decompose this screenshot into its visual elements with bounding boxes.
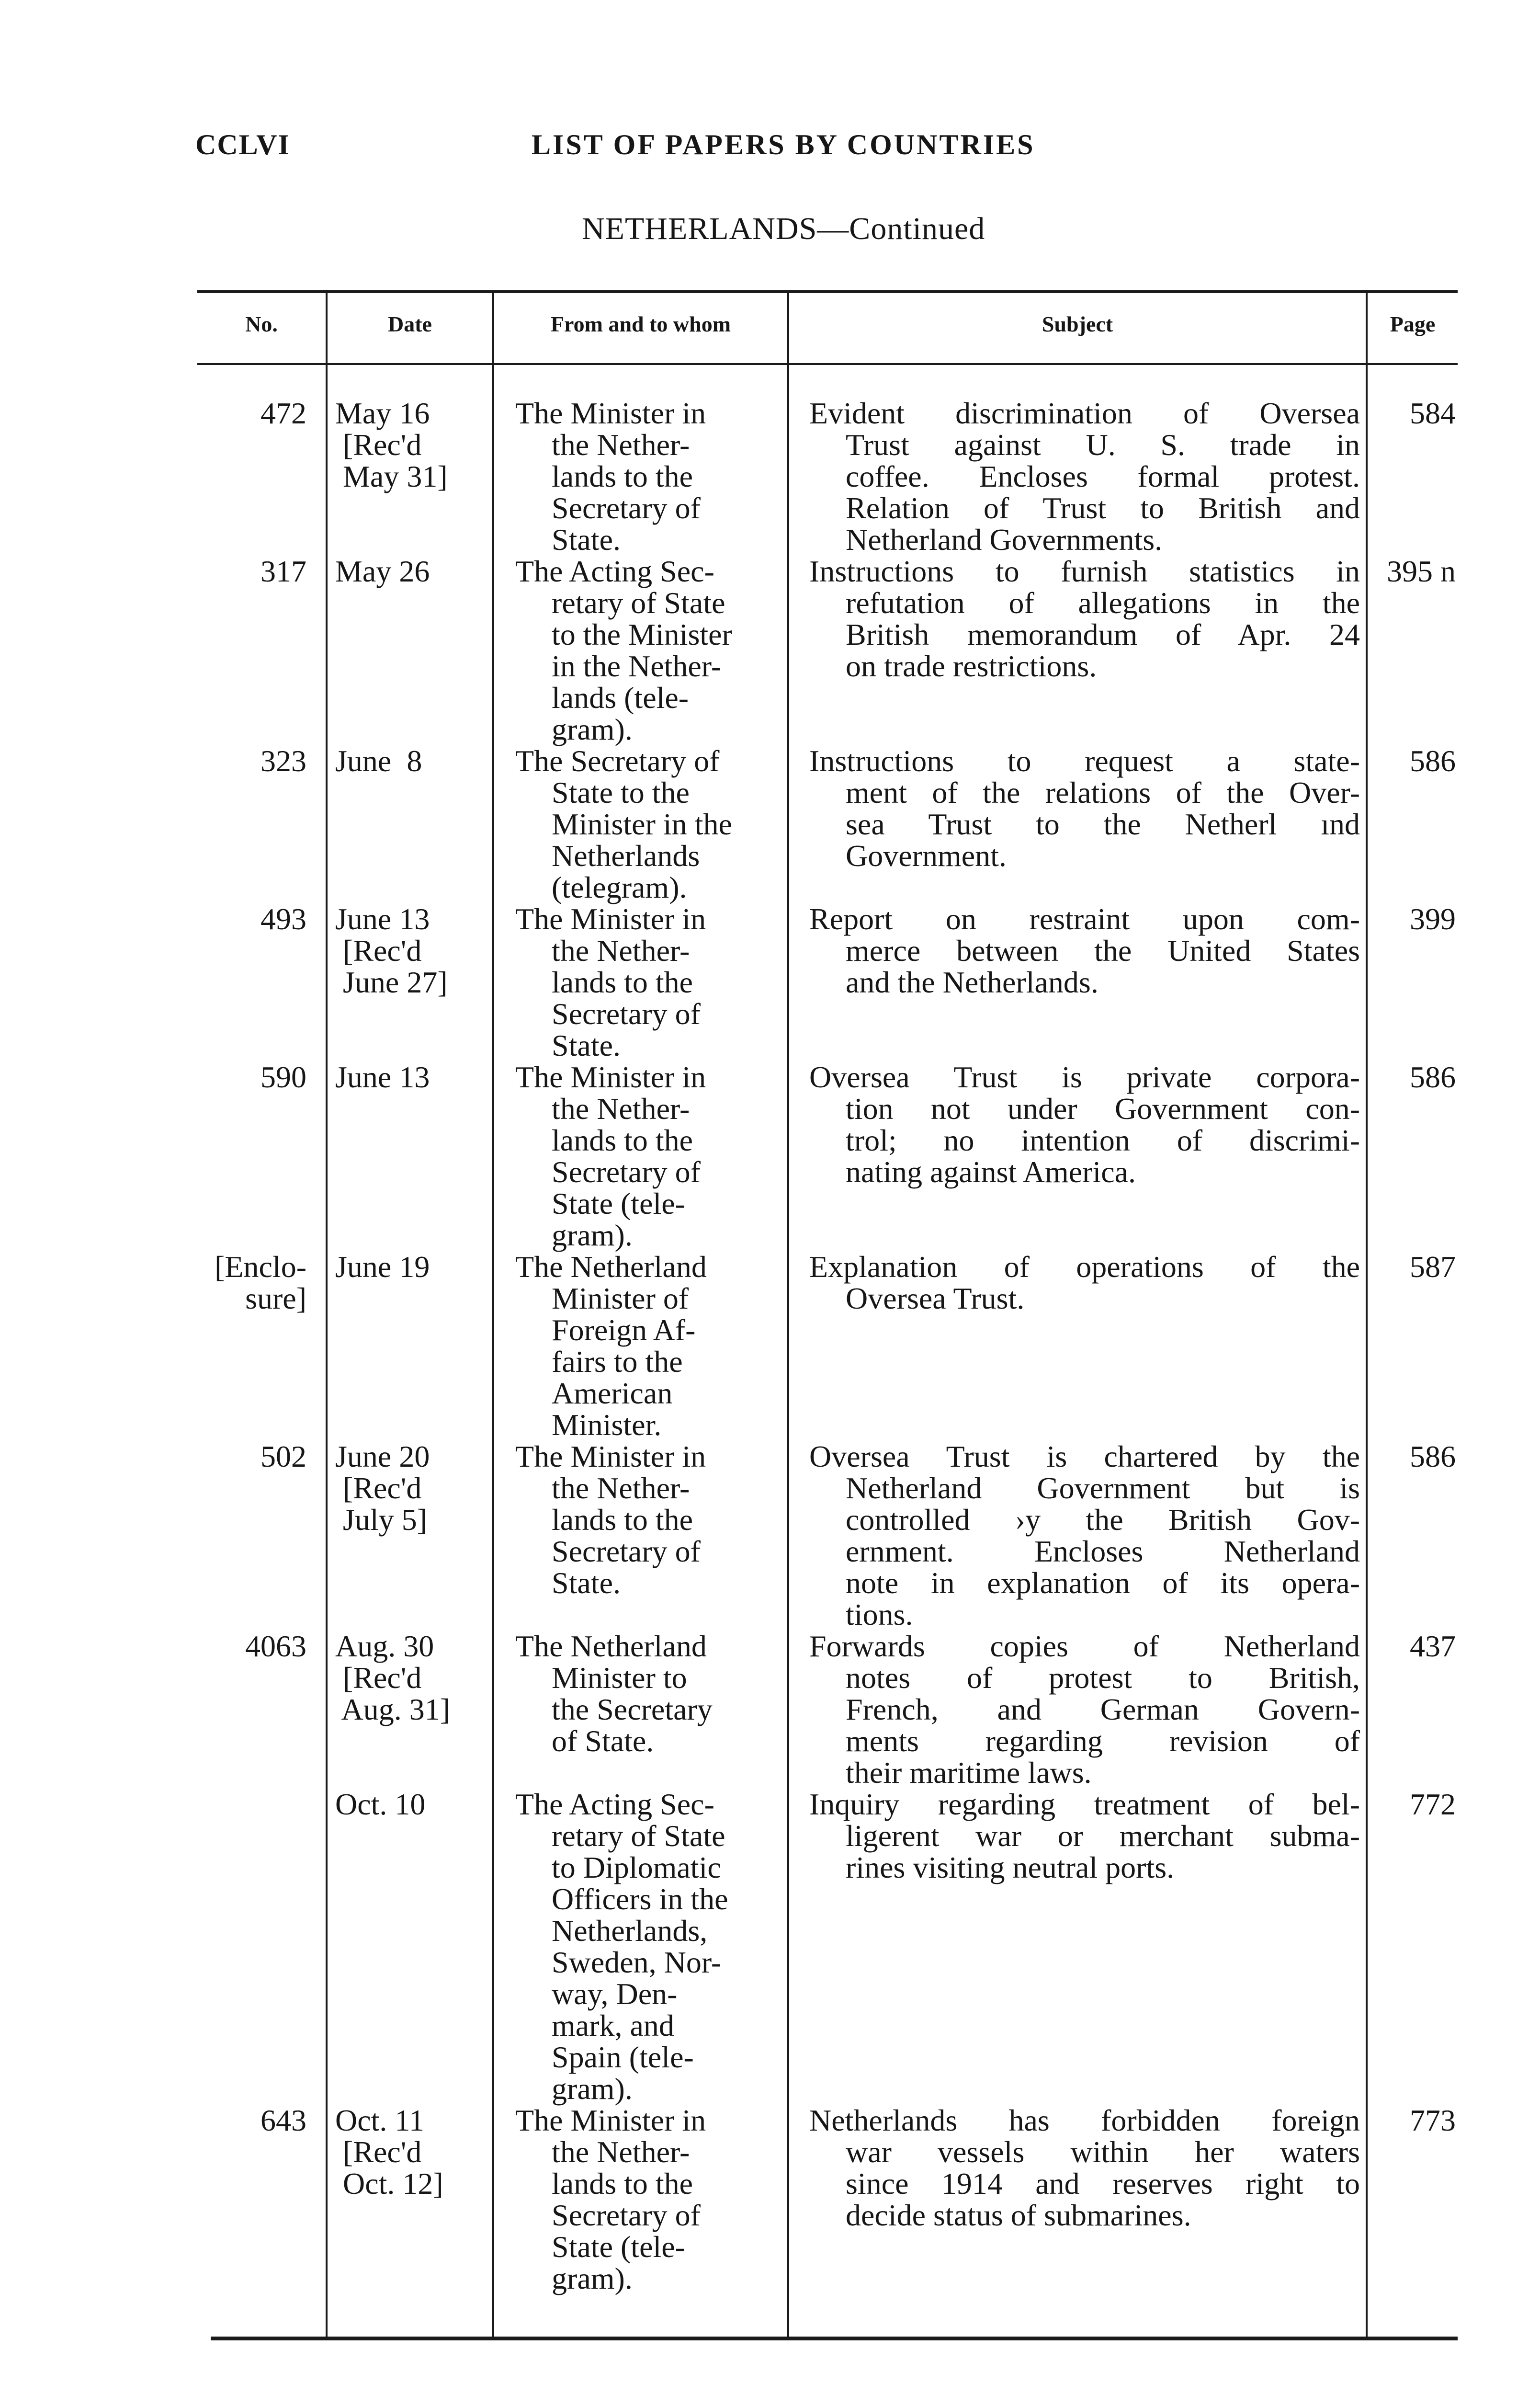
entry-from-to-line: the Nether-: [552, 1471, 690, 1505]
entry-subject-line: Report on restraint upon com-: [809, 902, 1360, 936]
entry-date-line: Oct. 12]: [335, 2167, 443, 2201]
entry-from-to-line: Netherlands: [552, 839, 700, 873]
entry-from-to-line: The Netherland: [515, 1629, 707, 1663]
folio: CCLVI: [195, 129, 290, 160]
entry-from-to-line: State (tele-: [552, 2230, 685, 2264]
entry-subject-line: ligerent war or merchant subma-: [846, 1819, 1360, 1853]
entry-from-to-line: State.: [552, 1028, 621, 1062]
entry-subject-line: Explanation of operations of the: [809, 1250, 1360, 1284]
entry-from-to-line: Sweden, Nor-: [552, 1945, 722, 1979]
entry-from-to-line: State (tele-: [552, 1186, 685, 1220]
entry-from-to-line: gram).: [552, 712, 633, 746]
entry-subject-line: their maritime laws.: [846, 1756, 1092, 1790]
table-header-rule: [197, 363, 1458, 365]
entry-date-line: [Rec'd: [335, 1661, 422, 1695]
entry-from-to-line: The Secretary of: [515, 744, 720, 778]
entry-from-to-line: gram).: [552, 1218, 633, 1252]
entry-from-to-line: Minister in the: [552, 807, 732, 841]
entry-from-to-line: Spain (tele-: [552, 2040, 694, 2074]
entry-subject-line: tions.: [846, 1597, 913, 1631]
entry-number: [197, 1251, 306, 1314]
entry-subject: [809, 745, 1360, 872]
entry-number: [197, 1631, 306, 1662]
entry-subject-line: ernment. Encloses Netherland: [846, 1534, 1360, 1568]
entry-date-line: [Rec'd: [335, 934, 422, 968]
entry-subject-line: nating against America.: [846, 1155, 1136, 1189]
entry-subject-line: since 1914 and reserves right to: [846, 2167, 1360, 2201]
entry-page: 586: [1410, 1439, 1456, 1473]
column-header-subject: Subject: [1042, 312, 1113, 336]
entry-from-to-line: The Acting Sec-: [515, 1787, 714, 1821]
entry-date: [335, 1441, 488, 1536]
entry-from-to: [515, 2105, 783, 2294]
entry-date-line: Aug. 30: [335, 1629, 434, 1663]
entry-from-to-line: lands to the: [552, 965, 693, 999]
running-title: LIST OF PAPERS BY COUNTRIES: [532, 129, 1035, 160]
entry-date: [335, 1061, 488, 1093]
column-header-page: Page: [1390, 312, 1436, 336]
entry-from-to-line: in the Nether-: [552, 649, 722, 683]
entry-from-to-line: Officers in the: [552, 1882, 728, 1916]
entry-date-line: June 13: [335, 1060, 430, 1094]
column-header-from: From and to whom: [550, 312, 731, 336]
entry-subject-line: on trade restrictions.: [846, 649, 1097, 683]
entry-number-line: 317: [260, 554, 306, 588]
entry-date-line: [Rec'd: [335, 2135, 422, 2169]
entry-from-to-line: to the Minister: [552, 617, 732, 651]
entry-from-to: [515, 398, 783, 556]
table-bottom-rule: [211, 2337, 1458, 2340]
entry-from-to-line: lands to the: [552, 2167, 693, 2201]
entry-subject-line: Forwards copies of Netherland: [809, 1629, 1360, 1663]
entry-from-to-line: The Minister in: [515, 1060, 706, 1094]
entry-date: [335, 556, 488, 587]
entry-from-to-line: State.: [552, 1566, 621, 1600]
entry-subject: [809, 1789, 1360, 1883]
entry-subject-line: Government.: [846, 839, 1007, 873]
entry-subject-line: trol; no intention of discrimi-: [846, 1123, 1360, 1157]
entry-date-line: June 19: [335, 1250, 430, 1284]
entry-number-line: [Enclo-: [215, 1250, 306, 1284]
entry-number: [197, 745, 306, 777]
entry-from-to: [515, 1061, 783, 1251]
entry-page: 772: [1410, 1787, 1456, 1821]
entry-number: [197, 1061, 306, 1093]
entry-number-line: sure]: [245, 1281, 306, 1315]
entry-date: [335, 1789, 488, 1820]
entry-number: [197, 1441, 306, 1472]
entry-number: [197, 903, 306, 935]
entry-from-to-line: Secretary of: [552, 997, 701, 1031]
entry-from-to: [515, 903, 783, 1061]
entry-subject: [809, 903, 1360, 998]
entry-from-to: [515, 1251, 783, 1441]
entry-from-to: [515, 745, 783, 903]
entry-subject: [809, 1061, 1360, 1188]
entry-subject-line: and the Netherlands.: [846, 965, 1098, 999]
entry-subject-line: controlled ›y the British Gov-: [846, 1503, 1360, 1537]
entry-from-to-line: fairs to the: [552, 1345, 683, 1379]
column-header-no: No.: [245, 312, 278, 336]
table-top-rule: [197, 290, 1458, 293]
entry-from-to-line: State.: [552, 523, 621, 557]
entry-from-to-line: The Acting Sec-: [515, 554, 714, 588]
entry-subject-line: Relation of Trust to British and: [846, 491, 1360, 525]
entry-page: 437: [1410, 1629, 1456, 1663]
entry-subject-line: notes of protest to British,: [846, 1661, 1360, 1695]
entry-subject-line: Oversea Trust.: [846, 1281, 1025, 1315]
entry-from-to-line: of State.: [552, 1724, 654, 1758]
entry-subject: [809, 2105, 1360, 2231]
entry-date-line: [Rec'd: [335, 1471, 422, 1505]
entry-from-to-line: mark, and: [552, 2008, 674, 2042]
entry-subject-line: Instructions to furnish statistics in: [809, 554, 1360, 588]
entry-date: [335, 745, 488, 777]
column-header-date: Date: [388, 312, 432, 336]
entry-subject-line: Instructions to request a state-: [809, 744, 1360, 778]
entry-subject-line: Netherlands has forbidden foreign: [809, 2103, 1360, 2137]
entry-number-line: 472: [260, 396, 306, 430]
entry-subject-line: tion not under Government con-: [846, 1092, 1360, 1126]
entry-subject-line: ments regarding revision of: [846, 1724, 1360, 1758]
entry-date: [335, 1631, 488, 1725]
entry-date-line: [Rec'd: [335, 428, 422, 462]
entry-from-to-line: American: [552, 1376, 673, 1410]
entry-subject-line: Trust against U. S. trade in: [846, 428, 1360, 462]
entry-date-line: Aug. 31]: [335, 1692, 450, 1726]
entry-date: [335, 903, 488, 998]
entry-number: [197, 2105, 306, 2136]
entry-date-line: June 13: [335, 902, 430, 936]
entry-from-to-line: Secretary of: [552, 2198, 701, 2232]
entry-subject-line: ment of the relations of the Over-: [846, 776, 1360, 810]
entry-from-to-line: Secretary of: [552, 491, 701, 525]
entry-subject-line: Oversea Trust is chartered by the: [809, 1439, 1360, 1473]
entry-date-line: May 26: [335, 554, 430, 588]
entry-from-to-line: the Secretary: [552, 1692, 713, 1726]
entry-date-line: Oct. 11: [335, 2103, 425, 2137]
entry-number-line: 323: [260, 744, 306, 778]
entry-from-to-line: lands to the: [552, 1503, 693, 1537]
entry-from-to-line: lands (tele-: [552, 681, 689, 715]
entry-date-line: May 31]: [335, 459, 448, 493]
entry-subject: [809, 1441, 1360, 1631]
entry-subject: [809, 398, 1360, 556]
entry-number: [197, 556, 306, 587]
entry-from-to-line: The Minister in: [515, 396, 706, 430]
entry-subject-line: merce between the United States: [846, 934, 1360, 968]
entry-from-to-line: the Nether-: [552, 1092, 690, 1126]
entry-page: 395 n: [1387, 554, 1456, 588]
entry-subject-line: coffee. Encloses formal protest.: [846, 459, 1360, 493]
column-divider: [492, 290, 494, 2337]
entry-date: [335, 1251, 488, 1283]
entry-page: 586: [1410, 744, 1456, 778]
entry-from-to-line: Minister of: [552, 1281, 689, 1315]
entry-from-to-line: The Minister in: [515, 902, 706, 936]
entry-from-to-line: Minister to: [552, 1661, 687, 1695]
entry-subject-line: Netherland Government but is: [846, 1471, 1360, 1505]
entry-subject-line: Inquiry regarding treatment of bel-: [809, 1787, 1360, 1821]
entry-page: 587: [1410, 1250, 1456, 1284]
entry-date-line: June 20: [335, 1439, 430, 1473]
entry-number-line: 590: [260, 1060, 306, 1094]
entry-from-to-line: (telegram).: [552, 870, 687, 904]
entry-subject-line: Netherland Governments.: [846, 523, 1163, 557]
running-head: [0, 128, 1540, 171]
entry-date-line: May 16: [335, 396, 430, 430]
entry-subject-line: Oversea Trust is private corpora-: [809, 1060, 1360, 1094]
entry-subject-line: French, and German Govern-: [846, 1692, 1360, 1726]
entry-from-to-line: Secretary of: [552, 1534, 701, 1568]
entry-from-to-line: lands to the: [552, 1123, 693, 1157]
entry-page: 399: [1410, 902, 1456, 936]
entry-page: 773: [1410, 2103, 1456, 2137]
column-divider: [787, 290, 789, 2337]
entry-number-line: 493: [260, 902, 306, 936]
entry-date-line: June 27]: [335, 965, 448, 999]
entry-from-to-line: State to the: [552, 776, 690, 810]
entry-from-to-line: gram).: [552, 2261, 633, 2295]
entry-number-line: 4063: [245, 1629, 306, 1663]
entry-subject-line: Evident discrimination of Oversea: [809, 396, 1360, 430]
entry-from-to-line: Netherlands,: [552, 1914, 708, 1948]
entry-from-to: [515, 1789, 783, 2105]
entry-from-to-line: the Nether-: [552, 2135, 690, 2169]
entry-from-to-line: Minister.: [552, 1408, 662, 1442]
entry-from-to-line: the Nether-: [552, 428, 690, 462]
column-divider: [326, 290, 328, 2337]
entry-subject-line: refutation of allegations in the: [846, 586, 1360, 620]
entry-number-line: 502: [260, 1439, 306, 1473]
entry-from-to-line: retary of State: [552, 1819, 725, 1853]
entry-subject: [809, 1251, 1360, 1314]
entry-subject-line: decide status of submarines.: [846, 2198, 1191, 2232]
entry-subject: [809, 556, 1360, 682]
entry-page: 584: [1410, 396, 1456, 430]
entry-number-line: 643: [260, 2103, 306, 2137]
entry-from-to-line: to Diplomatic: [552, 1850, 721, 1884]
entry-subject-line: British memorandum of Apr. 24: [846, 617, 1360, 651]
entry-subject-line: rines visiting neutral ports.: [846, 1850, 1175, 1884]
entry-subject-line: sea Trust to the Netherl ınd: [846, 807, 1360, 841]
entry-date-line: Oct. 10: [335, 1787, 426, 1821]
entry-date-line: June 8: [335, 744, 422, 778]
entry-date: [335, 398, 488, 492]
entry-date: [335, 2105, 488, 2200]
entry-from-to: [515, 1441, 783, 1599]
entry-from-to-line: Secretary of: [552, 1155, 701, 1189]
entry-from-to-line: The Netherland: [515, 1250, 707, 1284]
entry-from-to-line: The Minister in: [515, 2103, 706, 2137]
entry-from-to-line: retary of State: [552, 586, 725, 620]
entry-page: 586: [1410, 1060, 1456, 1094]
entry-date-line: July 5]: [335, 1503, 427, 1537]
entry-from-to-line: way, Den-: [552, 1977, 678, 2011]
entry-subject-line: note in explanation of its opera-: [846, 1566, 1360, 1600]
entry-from-to: [515, 1631, 783, 1757]
entry-from-to-line: gram).: [552, 2072, 633, 2106]
entry-from-to: [515, 556, 783, 745]
entry-from-to-line: The Minister in: [515, 1439, 706, 1473]
entry-from-to-line: Foreign Af-: [552, 1313, 696, 1347]
entry-number: [197, 398, 306, 429]
entry-from-to-line: the Nether-: [552, 934, 690, 968]
section-heading: NETHERLANDS—Continued: [582, 211, 985, 246]
entry-subject: [809, 1631, 1360, 1789]
column-divider: [1366, 290, 1368, 2337]
entry-from-to-line: lands to the: [552, 459, 693, 493]
entry-subject-line: war vessels within her waters: [846, 2135, 1360, 2169]
